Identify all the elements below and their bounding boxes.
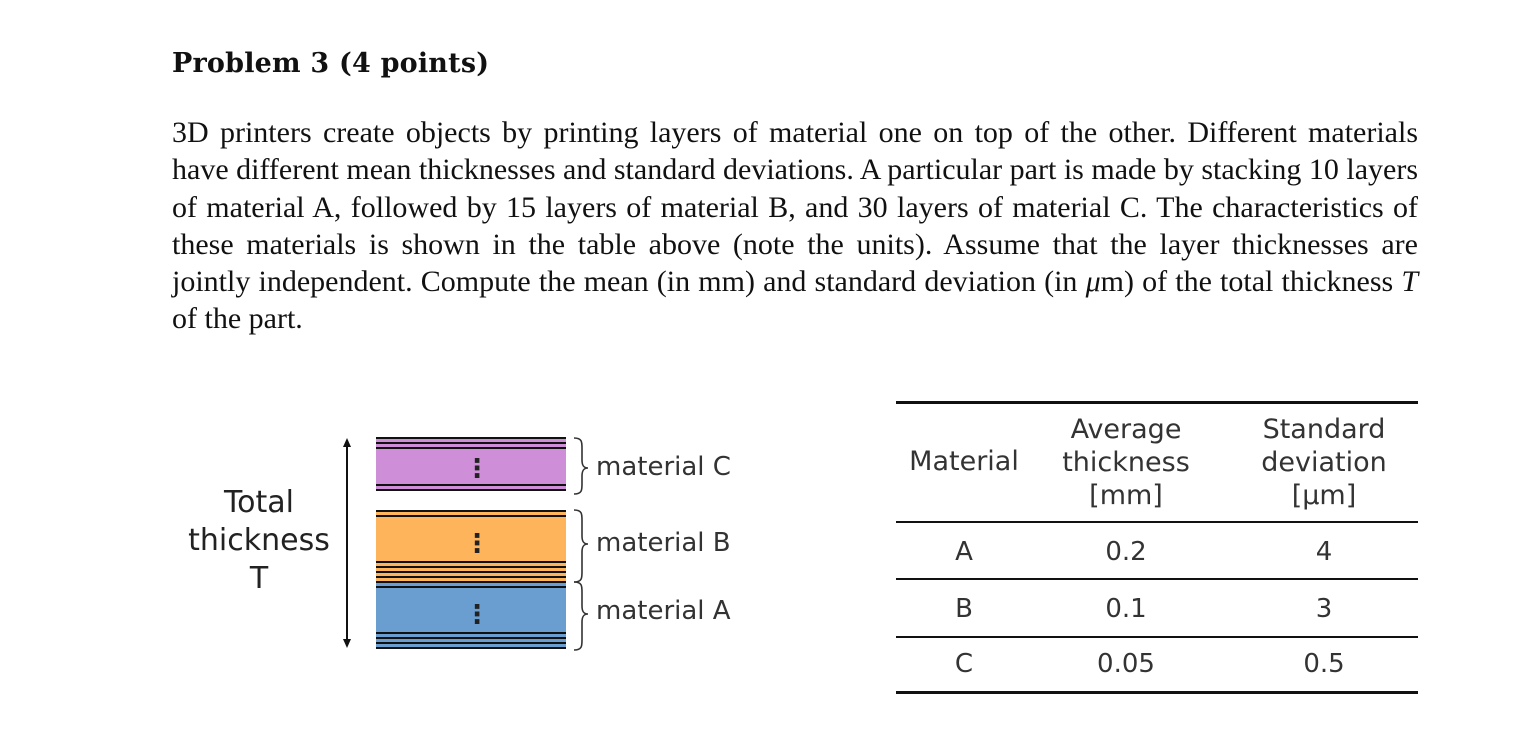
header-avg-line1: Average (1070, 414, 1182, 445)
table-row-rule (896, 636, 1418, 638)
mu-symbol: μ (1085, 265, 1101, 299)
header-std-line2: deviation (1261, 447, 1387, 478)
problem-statement (172, 114, 1418, 338)
layer-ellipsis-b: ⋮ (464, 529, 490, 559)
variable-t: T (1401, 265, 1418, 299)
total-label-line1: Total (223, 485, 295, 520)
table-bottom-rule (896, 691, 1418, 694)
brace-material-a (574, 582, 588, 650)
table-cell-avg: 0.2 (1105, 537, 1147, 567)
problem-text-part2: m) of the total thickness (1100, 265, 1402, 299)
layer-stack-diagram (330, 430, 600, 655)
header-std-line3: [μm] (1291, 480, 1357, 511)
total-label-line3: T (249, 561, 269, 596)
table-cell-std: 3 (1315, 594, 1333, 624)
table-header-rule (896, 521, 1418, 523)
total-label-line2: thickness (188, 523, 330, 558)
table-cell-std: 4 (1315, 537, 1333, 567)
header-avg-line2: thickness (1062, 447, 1190, 478)
problem-title: Problem 3 (4 points) (172, 48, 490, 79)
table-cell-material: C (954, 649, 974, 679)
label-material-c: material C (596, 452, 731, 482)
total-thickness-arrow (343, 438, 351, 648)
table-cell-avg: 0.05 (1097, 649, 1155, 679)
header-average-thickness (1032, 413, 1220, 512)
header-std-line1: Standard (1262, 414, 1386, 445)
table-cell-material: B (955, 594, 973, 624)
header-material (896, 445, 1032, 478)
table-cell-std: 0.5 (1303, 649, 1345, 679)
table-cell-avg: 0.1 (1105, 594, 1147, 624)
brace-material-b (574, 510, 588, 582)
label-material-a: material A (596, 596, 731, 626)
brace-material-c (574, 438, 588, 494)
label-material-b: material B (596, 528, 731, 558)
layer-ellipsis-c: ⋮ (464, 454, 490, 484)
layer-block-b (376, 511, 566, 582)
total-thickness-label (180, 484, 338, 598)
problem-text-part3: of the part. (172, 302, 303, 336)
table-row-rule (896, 578, 1418, 580)
table-top-rule (896, 401, 1418, 404)
problem-text-part1: 3D printers create objects by printing layers of material one on top of the other. Different materials have different mean thicknesses and standard deviations. A particular part is made by stacking 10 layers of material A, followed by 15 layers of material B, and 30 layers of material C. The characteristics of these materials is shown in the table above (note the units). Assume that the layer thicknesses are jointly independent. Compute the mean (in mm) and standard deviation (in (172, 116, 1418, 299)
layer-block-a (376, 582, 566, 648)
header-material-line1: Material (909, 446, 1019, 477)
layer-block-c (376, 438, 566, 490)
header-avg-line3: [mm] (1089, 480, 1163, 511)
header-standard-deviation (1230, 413, 1418, 512)
table-cell-material: A (955, 537, 973, 567)
layer-ellipsis-a: ⋮ (464, 600, 490, 630)
